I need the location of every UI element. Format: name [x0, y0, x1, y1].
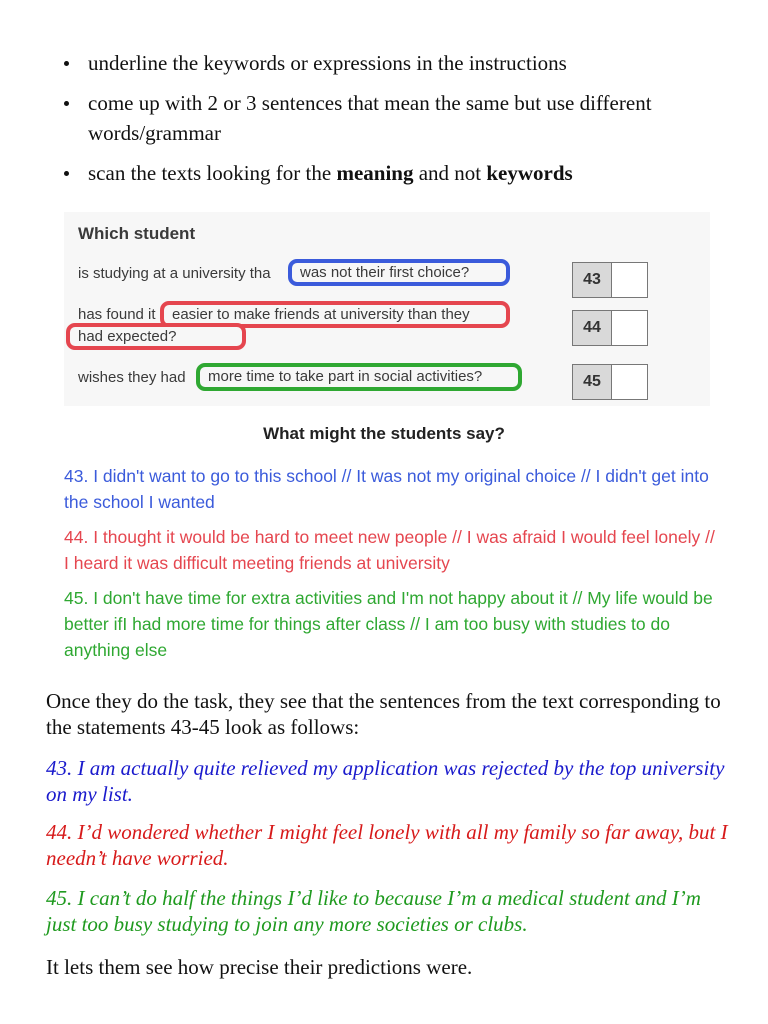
tip-text-mid: and not	[413, 161, 487, 185]
tip-text-pre: scan the texts looking for the	[88, 161, 337, 185]
tip-bold-keywords: keywords	[486, 161, 573, 185]
tip-underline-keywords	[60, 48, 730, 78]
exam-question-excerpt	[64, 212, 710, 406]
tip-scan-meaning	[60, 158, 730, 188]
answer-box-43[interactable]	[572, 262, 648, 298]
q44-highlight-part2: had expected?	[66, 323, 246, 350]
question-number: 44	[573, 311, 612, 345]
exam-heading: Which student	[78, 224, 196, 243]
predictions-heading: What might the students say?	[263, 424, 505, 443]
answer-box-44[interactable]	[572, 310, 648, 346]
tip-text: underline the keywords or expressions in the instructions	[88, 51, 567, 75]
answer-box-45[interactable]	[572, 364, 648, 400]
intro-paragraph: Once they do the task, they see that the sentences from the text corresponding to the statements 43-45 look as follows:	[46, 689, 721, 739]
bullet-dot-icon	[64, 101, 69, 106]
text-quote-43: 43. I am actually quite relieved my application was rejected by the top university on my list.	[46, 756, 725, 806]
tip-bold-meaning: meaning	[336, 161, 414, 185]
q44-stem: has found it	[78, 306, 156, 323]
q43-stem: is studying at a university tha	[78, 265, 271, 282]
closing-paragraph: It lets them see how precise their predictions were.	[46, 955, 473, 979]
q45-highlight: more time to take part in social activities?	[196, 363, 522, 391]
q43-highlight: was not their first choice?	[288, 259, 510, 286]
question-number: 43	[573, 263, 612, 297]
q44-highlight-part1: easier to make friends at university than they	[160, 301, 510, 328]
text-quote-44: 44. I’d wondered whether I might feel lonely with all my family so far away, but I needn’t have worried.	[46, 820, 728, 870]
q45-stem: wishes they had	[78, 369, 186, 386]
tip-text: come up with 2 or 3 sentences that mean the same but use different words/grammar	[88, 91, 652, 145]
prediction-45: 45. I don't have time for extra activities and I'm not happy about it // My life would be better ifI had more time for things after class // I am too busy with studies to do anything else	[64, 588, 713, 660]
question-number: 45	[573, 365, 612, 399]
bullet-dot-icon	[64, 61, 69, 66]
text-quote-45: 45. I can’t do half the things I’d like to because I’m a medical student and I’m just too busy studying to join any more societies or clubs.	[46, 886, 701, 936]
tips-list	[60, 48, 730, 198]
prediction-44: 44. I thought it would be hard to meet new people // I was afraid I would feel lonely // I heard it was difficult meeting friends at university	[64, 527, 715, 573]
bullet-dot-icon	[64, 171, 69, 176]
tip-paraphrase	[60, 88, 730, 148]
prediction-43: 43. I didn't want to go to this school // It was not my original choice // I didn't get into the school I wanted	[64, 466, 709, 512]
